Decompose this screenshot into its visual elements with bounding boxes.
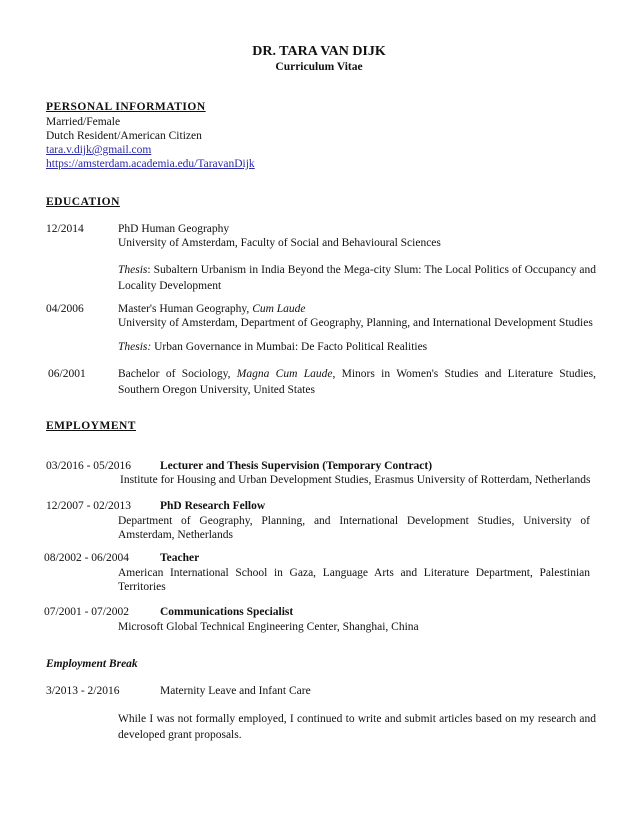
break-dates: 3/2013 - 2/2016: [46, 685, 120, 697]
cv-subtitle: Curriculum Vitae: [275, 61, 363, 73]
education-degree: Bachelor of Sociology, Magna Cum Laude, Minors in Women's Studies and Literature Studies, Southern Oregon University, United States: [118, 368, 596, 396]
employment-detail: Institute for Housing and Urban Development Studies, Erasmus University of Rotterdam, Netherlands: [120, 474, 591, 486]
break-note: While I was not formally employed, I continued to write and submit articles based on my research and developed grant proposals.: [118, 713, 596, 741]
employment-break-heading: Employment Break: [46, 658, 138, 670]
thesis-label: Thesis:: [118, 341, 152, 353]
break-title: Maternity Leave and Infant Care: [160, 685, 311, 697]
education-institution: University of Amsterdam, Department of Geography, Planning, and International Development Studies: [118, 317, 593, 329]
education-thesis: [118, 341, 427, 353]
cv-name: DR. TARA VAN DIJK: [252, 44, 386, 59]
education-date: 04/2006: [46, 303, 84, 315]
employment-title: Communications Specialist: [160, 606, 294, 618]
employment-dates: 07/2001 - 07/2002: [44, 606, 129, 618]
employment-dates: 08/2002 - 06/2004: [44, 552, 129, 564]
employment-title: Lecturer and Thesis Supervision (Temporary Contract): [160, 460, 433, 472]
education-date: 06/2001: [48, 368, 86, 380]
employment-dates: 12/2007 - 02/2013: [46, 500, 131, 512]
honors: Cum Laude: [252, 303, 306, 315]
employment-detail: Microsoft Global Technical Engineering Center, Shanghai, China: [118, 621, 419, 633]
employment-dates: 03/2016 - 05/2016: [46, 460, 131, 472]
employment-detail: Department of Geography, Planning, and International Development Studies, University of Amsterdam, Netherlands: [118, 515, 590, 541]
employment-title: Teacher: [160, 552, 200, 564]
education-institution: University of Amsterdam, Faculty of Social and Behavioural Sciences: [118, 237, 441, 249]
thesis-label: Thesis: [118, 264, 148, 276]
education-degree: PhD Human Geography: [118, 223, 230, 235]
thesis-text: Urban Governance in Mumbai: De Facto Political Realities: [151, 341, 428, 353]
honors: Magna Cum Laude: [236, 368, 333, 380]
email-link[interactable]: tara.v.dijk@gmail.com: [46, 144, 152, 156]
education-degree: Master's Human Geography, Cum Laude: [118, 303, 306, 315]
academia-link[interactable]: https://amsterdam.academia.edu/TaravanDijk: [46, 158, 255, 170]
employment-detail: American International School in Gaza, Language Arts and Literature Department, Palestinian Territories: [118, 567, 590, 593]
education-thesis: [118, 262, 596, 294]
employment-heading: EMPLOYMENT: [46, 420, 136, 432]
employment-title: PhD Research Fellow: [160, 500, 266, 512]
thesis-text: : Subaltern Urbanism in India Beyond the Mega-city Slum: The Local Politics of Occupancy and Locality Development: [118, 264, 596, 292]
education-date: 12/2014: [46, 223, 84, 235]
personal-line: Dutch Resident/American Citizen: [46, 130, 202, 142]
personal-heading: PERSONAL INFORMATION: [46, 101, 206, 113]
education-heading: EDUCATION: [46, 196, 120, 208]
personal-line: Married/Female: [46, 116, 121, 128]
